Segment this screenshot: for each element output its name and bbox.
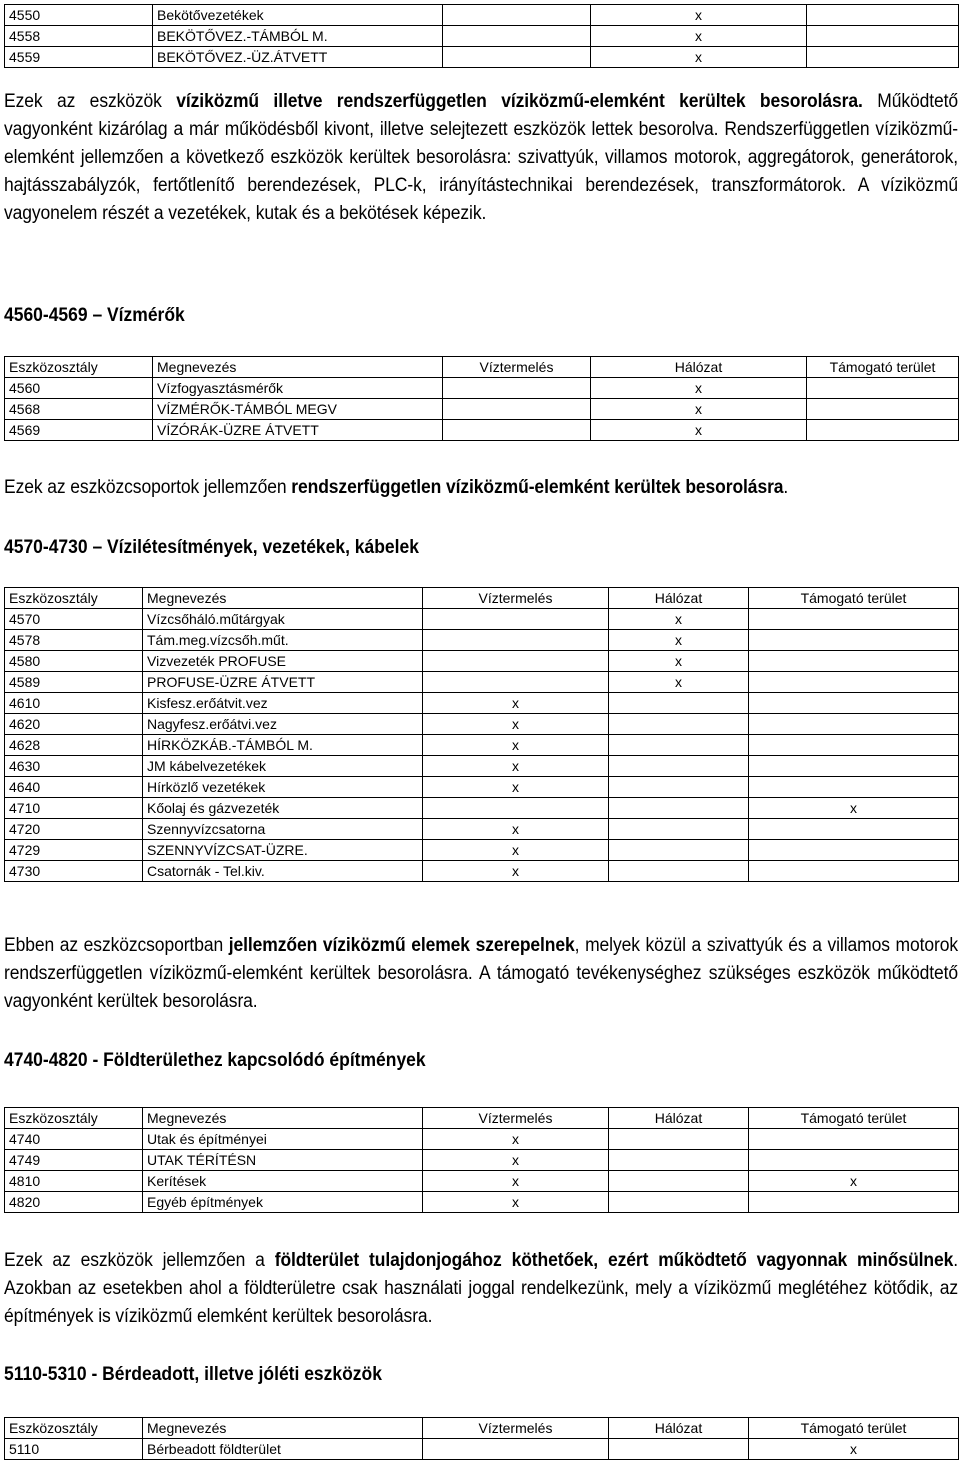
cell-halozat: [609, 756, 749, 777]
cell-halozat: x: [591, 26, 807, 47]
cell-code: 4568: [5, 399, 153, 420]
cell-viztermeles: x: [423, 693, 609, 714]
header-eszkozosztaly: Eszközosztály: [5, 1108, 143, 1129]
cell-tamogato: [749, 840, 959, 861]
header-viztermeles: Víztermelés: [423, 588, 609, 609]
cell-code: 4720: [5, 819, 143, 840]
cell-viztermeles: [443, 47, 591, 68]
table-row: [5, 651, 959, 672]
table-row: [5, 609, 959, 630]
table-header-row: [5, 357, 959, 378]
table-row: [5, 5, 959, 26]
header-halozat: Hálózat: [609, 1108, 749, 1129]
header-tamogato: Támogató terület: [749, 1418, 959, 1439]
cell-code: 4820: [5, 1192, 143, 1213]
cell-name: Szennyvízcsatorna: [143, 819, 423, 840]
cell-tamogato: [749, 777, 959, 798]
cell-halozat: x: [591, 378, 807, 399]
table-berbe: [4, 1417, 959, 1460]
cell-code: 4628: [5, 735, 143, 756]
cell-viztermeles: x: [423, 1192, 609, 1213]
cell-name: UTAK TÉRÍTÉSN: [143, 1150, 423, 1171]
header-halozat: Hálózat: [591, 357, 807, 378]
cell-viztermeles: [423, 651, 609, 672]
table-row: [5, 378, 959, 399]
header-viztermeles: Víztermelés: [423, 1108, 609, 1129]
table-row: [5, 756, 959, 777]
header-halozat: Hálózat: [609, 588, 749, 609]
cell-code: 4558: [5, 26, 153, 47]
cell-code: 4570: [5, 609, 143, 630]
cell-viztermeles: x: [423, 819, 609, 840]
cell-halozat: [609, 1150, 749, 1171]
table-row: [5, 1129, 959, 1150]
header-eszkozosztaly: Eszközosztály: [5, 588, 143, 609]
cell-code: 4559: [5, 47, 153, 68]
table-row: [5, 1171, 959, 1192]
cell-tamogato: [749, 693, 959, 714]
cell-halozat: [609, 1129, 749, 1150]
cell-code: 4580: [5, 651, 143, 672]
cell-halozat: x: [591, 47, 807, 68]
cell-viztermeles: x: [423, 756, 609, 777]
cell-viztermeles: [443, 5, 591, 26]
paragraph-vizilet: Ebben az eszközcsoportban jellemzően víziközmű elemek szerepelnek, melyek közül a szivattyúk és a villamos motorok rendszerfüggetlen víziközmű-elemként kerültek besorolásra. A támogató tevékenységhez szükséges eszközök működtető vagyonként kerültek besorolásra.: [4, 935, 959, 1012]
cell-tamogato: [749, 756, 959, 777]
section-heading-berbe: 5110-5310 - Bérdeadott, illetve jóléti eszközök: [4, 1364, 382, 1385]
cell-name: SZENNYVÍZCSAT-ÜZRE.: [143, 840, 423, 861]
table-row: [5, 798, 959, 819]
asset-table: [4, 1107, 959, 1213]
cell-code: 4710: [5, 798, 143, 819]
cell-code: 4729: [5, 840, 143, 861]
table-header-row: [5, 588, 959, 609]
asset-table: [4, 587, 959, 882]
cell-halozat: [609, 735, 749, 756]
cell-viztermeles: [423, 672, 609, 693]
cell-code: 4620: [5, 714, 143, 735]
cell-name: BEKÖTŐVEZ.-ÜZ.ÁTVETT: [153, 47, 443, 68]
cell-viztermeles: [423, 1439, 609, 1460]
cell-tamogato: [807, 47, 959, 68]
cell-name: VÍZÓRÁK-ÜZRE ÁTVETT: [153, 420, 443, 441]
header-megnevezes: Megnevezés: [153, 357, 443, 378]
cell-halozat: x: [609, 672, 749, 693]
table-vizmerok: [4, 356, 959, 441]
cell-tamogato: [807, 420, 959, 441]
table-row: [5, 693, 959, 714]
cell-tamogato: [749, 1150, 959, 1171]
section-heading-vizmerok: 4560-4569 – Vízmérők: [4, 305, 185, 326]
cell-code: 4589: [5, 672, 143, 693]
cell-tamogato: [749, 651, 959, 672]
cell-halozat: x: [609, 630, 749, 651]
cell-name: Vizvezeték PROFUSE: [143, 651, 423, 672]
cell-viztermeles: x: [423, 861, 609, 882]
cell-name: Hírközlő vezetékek: [143, 777, 423, 798]
cell-halozat: [609, 1192, 749, 1213]
cell-viztermeles: x: [423, 840, 609, 861]
cell-viztermeles: [423, 798, 609, 819]
paragraph-vizmerok: Ezek az eszközcsoportok jellemzően rendszerfüggetlen víziközmű-elemként kerültek besorolásra.: [4, 477, 789, 498]
header-megnevezes: Megnevezés: [143, 1108, 423, 1129]
cell-halozat: x: [591, 420, 807, 441]
cell-halozat: [609, 1171, 749, 1192]
cell-name: Csatornák - Tel.kiv.: [143, 861, 423, 882]
table-row: [5, 714, 959, 735]
cell-name: BEKÖTŐVEZ.-TÁMBÓL M.: [153, 26, 443, 47]
cell-halozat: x: [609, 609, 749, 630]
table-header-row: [5, 1108, 959, 1129]
cell-name: Bérbeadott földterület: [143, 1439, 423, 1460]
cell-tamogato: [807, 399, 959, 420]
section-heading-vizilet: 4570-4730 – Vízilétesítmények, vezetékek, kábelek: [4, 537, 419, 558]
cell-tamogato: [749, 861, 959, 882]
cell-halozat: [609, 798, 749, 819]
table-row: [5, 819, 959, 840]
table-row: [5, 26, 959, 47]
cell-viztermeles: [443, 420, 591, 441]
cell-halozat: x: [609, 651, 749, 672]
cell-name: Utak és építményei: [143, 1129, 423, 1150]
cell-tamogato: [749, 672, 959, 693]
cell-halozat: [609, 1439, 749, 1460]
cell-viztermeles: x: [423, 714, 609, 735]
asset-table: [4, 1417, 959, 1460]
cell-viztermeles: x: [423, 735, 609, 756]
cell-viztermeles: [443, 26, 591, 47]
header-viztermeles: Víztermelés: [423, 1418, 609, 1439]
table-header-row: [5, 1418, 959, 1439]
cell-viztermeles: [443, 378, 591, 399]
cell-name: Kerítések: [143, 1171, 423, 1192]
cell-halozat: x: [591, 5, 807, 26]
table-row: [5, 672, 959, 693]
cell-name: JM kábelvezetékek: [143, 756, 423, 777]
asset-table: [4, 356, 959, 441]
cell-name: Egyéb építmények: [143, 1192, 423, 1213]
cell-halozat: [609, 819, 749, 840]
paragraph-foldter: Ezek az eszközök jellemzően a földterület tulajdonjogához köthetőek, ezért működtető vagyonnak minősülnek. Azokban az esetekben ahol a földterületre csak használati joggal rendelkezünk, mely a víziközmű meglétéhez kötődik, az építmények is víziközmű elemként kerültek besorolásra.: [4, 1250, 959, 1327]
cell-halozat: x: [591, 399, 807, 420]
cell-tamogato: [807, 378, 959, 399]
table-row: [5, 420, 959, 441]
header-eszkozosztaly: Eszközosztály: [5, 1418, 143, 1439]
cell-tamogato: x: [749, 1439, 959, 1460]
cell-name: Kisfesz.erőátvit.vez: [143, 693, 423, 714]
cell-code: 5110: [5, 1439, 143, 1460]
asset-table: [4, 4, 959, 68]
table-row: [5, 47, 959, 68]
section-heading-foldter: 4740-4820 - Földterülethez kapcsolódó építmények: [4, 1050, 426, 1071]
cell-name: Kőolaj és gázvezeték: [143, 798, 423, 819]
cell-tamogato: [749, 819, 959, 840]
header-tamogato: Támogató terület: [807, 357, 959, 378]
cell-code: 4730: [5, 861, 143, 882]
cell-tamogato: [749, 609, 959, 630]
table-row: [5, 777, 959, 798]
table-row: [5, 1150, 959, 1171]
cell-halozat: [609, 693, 749, 714]
cell-viztermeles: [423, 630, 609, 651]
cell-viztermeles: x: [423, 1150, 609, 1171]
cell-name: Bekötővezetékek: [153, 5, 443, 26]
cell-viztermeles: [443, 399, 591, 420]
cell-viztermeles: [423, 609, 609, 630]
cell-code: 4749: [5, 1150, 143, 1171]
table-row: [5, 399, 959, 420]
header-tamogato: Támogató terület: [749, 588, 959, 609]
table-row: [5, 1439, 959, 1460]
cell-tamogato: [749, 714, 959, 735]
cell-tamogato: [749, 1192, 959, 1213]
cell-tamogato: [749, 735, 959, 756]
cell-viztermeles: x: [423, 1129, 609, 1150]
cell-halozat: [609, 714, 749, 735]
cell-tamogato: [749, 630, 959, 651]
cell-halozat: [609, 777, 749, 798]
cell-tamogato: x: [749, 1171, 959, 1192]
header-eszkozosztaly: Eszközosztály: [5, 357, 153, 378]
cell-tamogato: [749, 1129, 959, 1150]
cell-code: 4560: [5, 378, 153, 399]
table-row: [5, 630, 959, 651]
paragraph-vizikozmu: Ezek az eszközök víziközmű illetve rendszerfüggetlen víziközmű-elemként kerültek besorolásra. Működtető vagyonként kizárólag a már működésből kivont, illetve selejtezett eszközök lettek besorolva. Rendszerfüggetlen víziközmű-elemként jellemzően a következő eszközök kerültek besorolásra: szivattyúk, villamos motorok, aggregátorok, generátorok, hajtásszabályzók, fertőtlenítő berendezések, PLC-k, irányítástechnikai berendezések, transzformátorok. A víziközmű vagyonelem részét a vezetékek, kutak és a bekötések képezik.: [4, 91, 959, 224]
cell-name: PROFUSE-ÜZRE ÁTVETT: [143, 672, 423, 693]
header-halozat: Hálózat: [609, 1418, 749, 1439]
cell-code: 4810: [5, 1171, 143, 1192]
cell-name: Nagyfesz.erőátvi.vez: [143, 714, 423, 735]
cell-tamogato: [807, 26, 959, 47]
cell-name: Tám.meg.vízcsőh.műt.: [143, 630, 423, 651]
table-row: [5, 861, 959, 882]
table-foldter: [4, 1107, 959, 1213]
cell-halozat: [609, 840, 749, 861]
header-megnevezes: Megnevezés: [143, 1418, 423, 1439]
cell-code: 4630: [5, 756, 143, 777]
header-tamogato: Támogató terület: [749, 1108, 959, 1129]
table-vizilet: [4, 587, 959, 882]
cell-viztermeles: x: [423, 777, 609, 798]
cell-code: 4640: [5, 777, 143, 798]
table-row: [5, 1192, 959, 1213]
table-row: [5, 840, 959, 861]
cell-name: VÍZMÉRŐK-TÁMBÓL MEGV: [153, 399, 443, 420]
cell-tamogato: x: [749, 798, 959, 819]
cell-code: 4610: [5, 693, 143, 714]
header-viztermeles: Víztermelés: [443, 357, 591, 378]
cell-code: 4569: [5, 420, 153, 441]
cell-tamogato: [807, 5, 959, 26]
table-row: [5, 735, 959, 756]
table-4550: [4, 4, 959, 68]
cell-viztermeles: x: [423, 1171, 609, 1192]
cell-code: 4578: [5, 630, 143, 651]
header-megnevezes: Megnevezés: [143, 588, 423, 609]
cell-code: 4740: [5, 1129, 143, 1150]
cell-name: HÍRKÖZKÁB.-TÁMBÓL M.: [143, 735, 423, 756]
cell-code: 4550: [5, 5, 153, 26]
cell-name: Vízcsőháló.műtárgyak: [143, 609, 423, 630]
cell-halozat: [609, 861, 749, 882]
cell-name: Vízfogyasztásmérők: [153, 378, 443, 399]
